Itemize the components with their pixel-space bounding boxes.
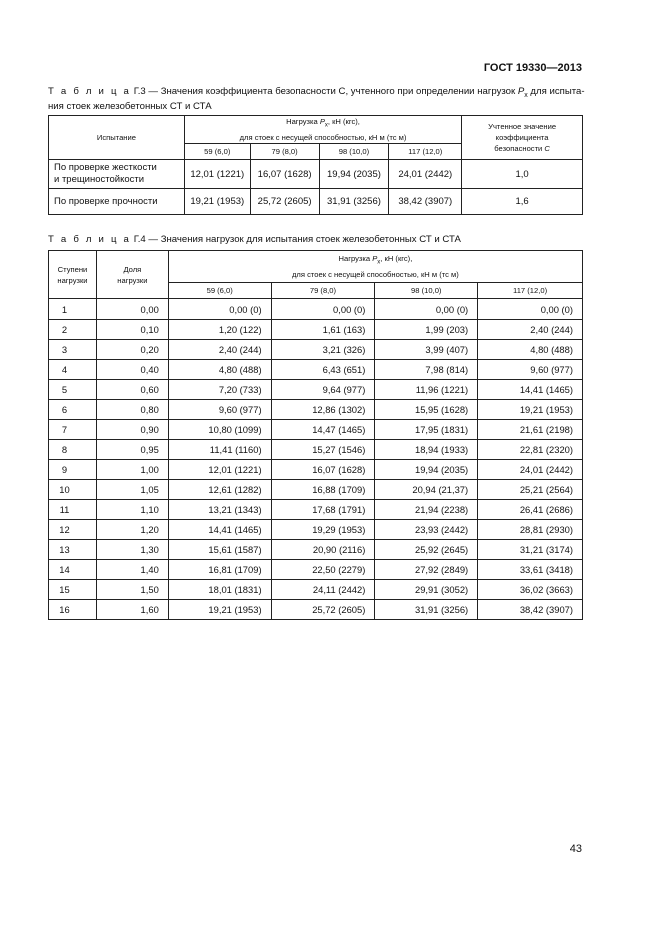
table4-cell: 19,94 (2035)	[375, 460, 478, 480]
table4-head-share-l1: Доля	[123, 264, 142, 274]
table4-capacity: 59 (6,0)	[168, 283, 271, 299]
table4-cell: 20,90 (2116)	[271, 540, 375, 560]
table3-head-coef	[462, 116, 583, 160]
table4-stage: 3	[49, 340, 97, 360]
table3-head-coef-l1: Учтенное значение	[488, 122, 557, 131]
table4-cell: 22,81 (2320)	[478, 440, 583, 460]
table4-cell: 11,96 (1221)	[375, 380, 478, 400]
table4-cell: 4,80 (488)	[168, 360, 271, 380]
table4-stage: 5	[49, 380, 97, 400]
table4-cell: 26,41 (2686)	[478, 500, 583, 520]
table4-stage: 15	[49, 580, 97, 600]
table4-cell: 16,07 (1628)	[271, 460, 375, 480]
table4-head-share	[96, 251, 168, 299]
table3-head-coef-l2: коэффициента	[495, 133, 549, 142]
table4-cell: 2,40 (244)	[478, 320, 583, 340]
table4-cell: 25,21 (2564)	[478, 480, 583, 500]
table3-caption-sub: x	[524, 91, 528, 99]
table4-cell: 3,99 (407)	[375, 340, 478, 360]
table4-cell: 31,21 (3174)	[478, 540, 583, 560]
table4-cell: 20,94 (21,37)	[375, 480, 478, 500]
table-row	[49, 580, 583, 600]
table4-share: 0,20	[96, 340, 168, 360]
table4-cell: 9,60 (977)	[168, 400, 271, 420]
table4-stage: 9	[49, 460, 97, 480]
table4-stage: 6	[49, 400, 97, 420]
table4-head-load-l2: для стоек с несущей способностью, кН м (тс м)	[292, 269, 459, 279]
table4-cell: 27,92 (2849)	[375, 560, 478, 580]
table4-head-load-var: P	[372, 254, 378, 264]
table-row	[49, 299, 583, 320]
table-row	[49, 380, 583, 400]
table4-share: 1,05	[96, 480, 168, 500]
table3-row-name	[49, 160, 185, 189]
table3-caption-line2: ния стоек железобетонных СТ и СТА	[48, 100, 212, 112]
table3-caption-var: P	[517, 86, 525, 97]
table3-caption-label: Т а б л и ц а	[48, 86, 132, 97]
table3-head-load-a: Нагрузка	[286, 117, 320, 127]
table4-share: 1,00	[96, 460, 168, 480]
page-number: 43	[569, 843, 582, 855]
table4-stage: 14	[49, 560, 97, 580]
table-row	[49, 600, 583, 620]
table4-head-load	[168, 251, 582, 283]
table3-caption-text: Г.3 — Значения коэффициента безопасности С, учтенного при определении нагрузок	[131, 86, 518, 97]
table3-capacity: 98 (10,0)	[319, 144, 389, 160]
table3-capacity: 79 (8,0)	[250, 144, 319, 160]
table3-head-load-l2: для стоек с несущей способностью, кН м (тс м)	[239, 132, 407, 142]
table4-share: 1,40	[96, 560, 168, 580]
table3-head-coef-l3: безопасности	[494, 144, 545, 153]
table4-cell: 19,29 (1953)	[271, 520, 375, 540]
table4-cell: 21,94 (2238)	[375, 500, 478, 520]
table4-cell: 24,11 (2442)	[271, 580, 375, 600]
table4-stage: 13	[49, 540, 97, 560]
table4-cell: 0,00 (0)	[478, 299, 583, 320]
table4-cell: 9,60 (977)	[478, 360, 583, 380]
table4-cell: 1,61 (163)	[271, 320, 375, 340]
table4-cell: 2,40 (244)	[168, 340, 271, 360]
table4-caption-label: Т а б л и ц а	[48, 234, 132, 245]
table-row	[49, 189, 583, 215]
table4-cell: 28,81 (2930)	[478, 520, 583, 540]
table-g4	[48, 250, 583, 620]
table4-cell: 0,00 (0)	[168, 299, 271, 320]
table3-head-test: Испытание	[49, 116, 185, 160]
table-row	[49, 560, 583, 580]
table4-share: 1,20	[96, 520, 168, 540]
table4-stage: 4	[49, 360, 97, 380]
table4-stage: 11	[49, 500, 97, 520]
table-row	[49, 460, 583, 480]
table4-cell: 24,01 (2442)	[478, 460, 583, 480]
table4-head-stage	[49, 251, 97, 299]
table3-coef: 1,0	[462, 160, 583, 189]
table4-capacity: 79 (8,0)	[271, 283, 375, 299]
table-row	[49, 540, 583, 560]
table4-cell: 11,41 (1160)	[168, 440, 271, 460]
table4-share: 1,30	[96, 540, 168, 560]
table3-head-load-sub: x	[324, 122, 328, 129]
table4-share: 0,40	[96, 360, 168, 380]
table4-share: 0,60	[96, 380, 168, 400]
table3-cell: 25,72 (2605)	[250, 189, 319, 215]
table4-cell: 21,61 (2198)	[478, 420, 583, 440]
table4-cell: 25,92 (2645)	[375, 540, 478, 560]
table4-cell: 23,93 (2442)	[375, 520, 478, 540]
table4-caption-text: Г.4 — Значения нагрузок для испытания стоек железобетонных СТ и СТА	[131, 234, 461, 245]
table4-cell: 16,88 (1709)	[271, 480, 375, 500]
table4-cell: 7,20 (733)	[168, 380, 271, 400]
table4-cell: 31,91 (3256)	[375, 600, 478, 620]
table3-cell: 16,07 (1628)	[250, 160, 319, 189]
table4-head-stage-l1: Ступени	[57, 264, 88, 274]
table4-cell: 18,94 (1933)	[375, 440, 478, 460]
table4-cell: 15,95 (1628)	[375, 400, 478, 420]
table3-head-load-b: , кН (кгс),	[327, 117, 360, 127]
table3-cell: 19,94 (2035)	[319, 160, 389, 189]
table4-share: 1,50	[96, 580, 168, 600]
table3-row-name-l2: и трещиностойкости	[54, 174, 145, 185]
table4-cell: 29,91 (3052)	[375, 580, 478, 600]
table3-head-load-var: P	[319, 117, 325, 127]
table4-cell: 0,00 (0)	[271, 299, 375, 320]
table3-caption	[48, 86, 585, 112]
table-row	[49, 520, 583, 540]
table4-head-stage-l2: нагрузки	[57, 275, 88, 285]
table4-cell: 19,21 (1953)	[478, 400, 583, 420]
table4-share: 0,80	[96, 400, 168, 420]
table4-cell: 25,72 (2605)	[271, 600, 375, 620]
table4-cell: 14,47 (1465)	[271, 420, 375, 440]
table4-cell: 12,01 (1221)	[168, 460, 271, 480]
table4-cell: 1,99 (203)	[375, 320, 478, 340]
table4-stage: 8	[49, 440, 97, 460]
table4-stage: 16	[49, 600, 97, 620]
table3-coef: 1,6	[462, 189, 583, 215]
table3-cell: 19,21 (1953)	[184, 189, 250, 215]
table4-cell: 36,02 (3663)	[478, 580, 583, 600]
table4-stage: 1	[49, 299, 97, 320]
table4-cell: 17,95 (1831)	[375, 420, 478, 440]
table4-cell: 19,21 (1953)	[168, 600, 271, 620]
table4-stage: 2	[49, 320, 97, 340]
table-row	[49, 480, 583, 500]
table-row	[49, 320, 583, 340]
table3-cell: 12,01 (1221)	[184, 160, 250, 189]
table4-head-share-l2: нагрузки	[117, 275, 148, 285]
table4-cell: 18,01 (1831)	[168, 580, 271, 600]
table4-cell: 33,61 (3418)	[478, 560, 583, 580]
table-row	[49, 340, 583, 360]
table3-row-name: По проверке прочности	[49, 189, 185, 215]
table3-row-name-l1: По проверке жесткости	[54, 162, 157, 173]
document-header: ГОСТ 19330—2013	[483, 62, 582, 74]
table-row	[49, 440, 583, 460]
table-row	[49, 160, 583, 189]
table4-capacity: 98 (10,0)	[375, 283, 478, 299]
table4-cell: 12,86 (1302)	[271, 400, 375, 420]
table3-head-load	[184, 116, 461, 144]
table4-share: 1,60	[96, 600, 168, 620]
table4-cell: 15,27 (1546)	[271, 440, 375, 460]
table4-head-load-sub: x	[377, 259, 381, 266]
table4-head-load-b: , кН (кгс),	[380, 254, 413, 264]
table3-cell: 31,91 (3256)	[319, 189, 389, 215]
table3-capacity: 117 (12,0)	[389, 144, 462, 160]
table4-cell: 3,21 (326)	[271, 340, 375, 360]
table4-cell: 13,21 (1343)	[168, 500, 271, 520]
table3-capacity: 59 (6,0)	[184, 144, 250, 160]
table4-cell: 10,80 (1099)	[168, 420, 271, 440]
table4-stage: 7	[49, 420, 97, 440]
table-row	[49, 500, 583, 520]
table4-cell: 17,68 (1791)	[271, 500, 375, 520]
table4-share: 0,10	[96, 320, 168, 340]
table4-cell: 12,61 (1282)	[168, 480, 271, 500]
table4-cell: 4,80 (488)	[478, 340, 583, 360]
table4-share: 0,95	[96, 440, 168, 460]
table4-cell: 16,81 (1709)	[168, 560, 271, 580]
table4-stage: 10	[49, 480, 97, 500]
table4-cell: 14,41 (1465)	[478, 380, 583, 400]
table4-caption	[48, 234, 461, 245]
table-row	[49, 360, 583, 380]
table4-cell: 38,42 (3907)	[478, 600, 583, 620]
table4-stage: 12	[49, 520, 97, 540]
table4-cell: 9,64 (977)	[271, 380, 375, 400]
table4-cell: 14,41 (1465)	[168, 520, 271, 540]
table4-capacity: 117 (12,0)	[478, 283, 583, 299]
table3-caption-text-2: для испыта-	[527, 86, 585, 97]
table4-cell: 0,00 (0)	[375, 299, 478, 320]
table4-cell: 22,50 (2279)	[271, 560, 375, 580]
table4-share: 0,90	[96, 420, 168, 440]
table4-cell: 7,98 (814)	[375, 360, 478, 380]
table4-share: 0,00	[96, 299, 168, 320]
table4-share: 1,10	[96, 500, 168, 520]
table-row	[49, 420, 583, 440]
table-row	[49, 400, 583, 420]
table4-head-load-a: Нагрузка	[338, 254, 373, 264]
table3-head-coef-var: С	[544, 144, 550, 153]
table3-cell: 38,42 (3907)	[389, 189, 462, 215]
table3-cell: 24,01 (2442)	[389, 160, 462, 189]
table4-cell: 15,61 (1587)	[168, 540, 271, 560]
table-g3	[48, 115, 583, 215]
table4-body	[49, 299, 583, 620]
table4-cell: 1,20 (122)	[168, 320, 271, 340]
table4-cell: 6,43 (651)	[271, 360, 375, 380]
